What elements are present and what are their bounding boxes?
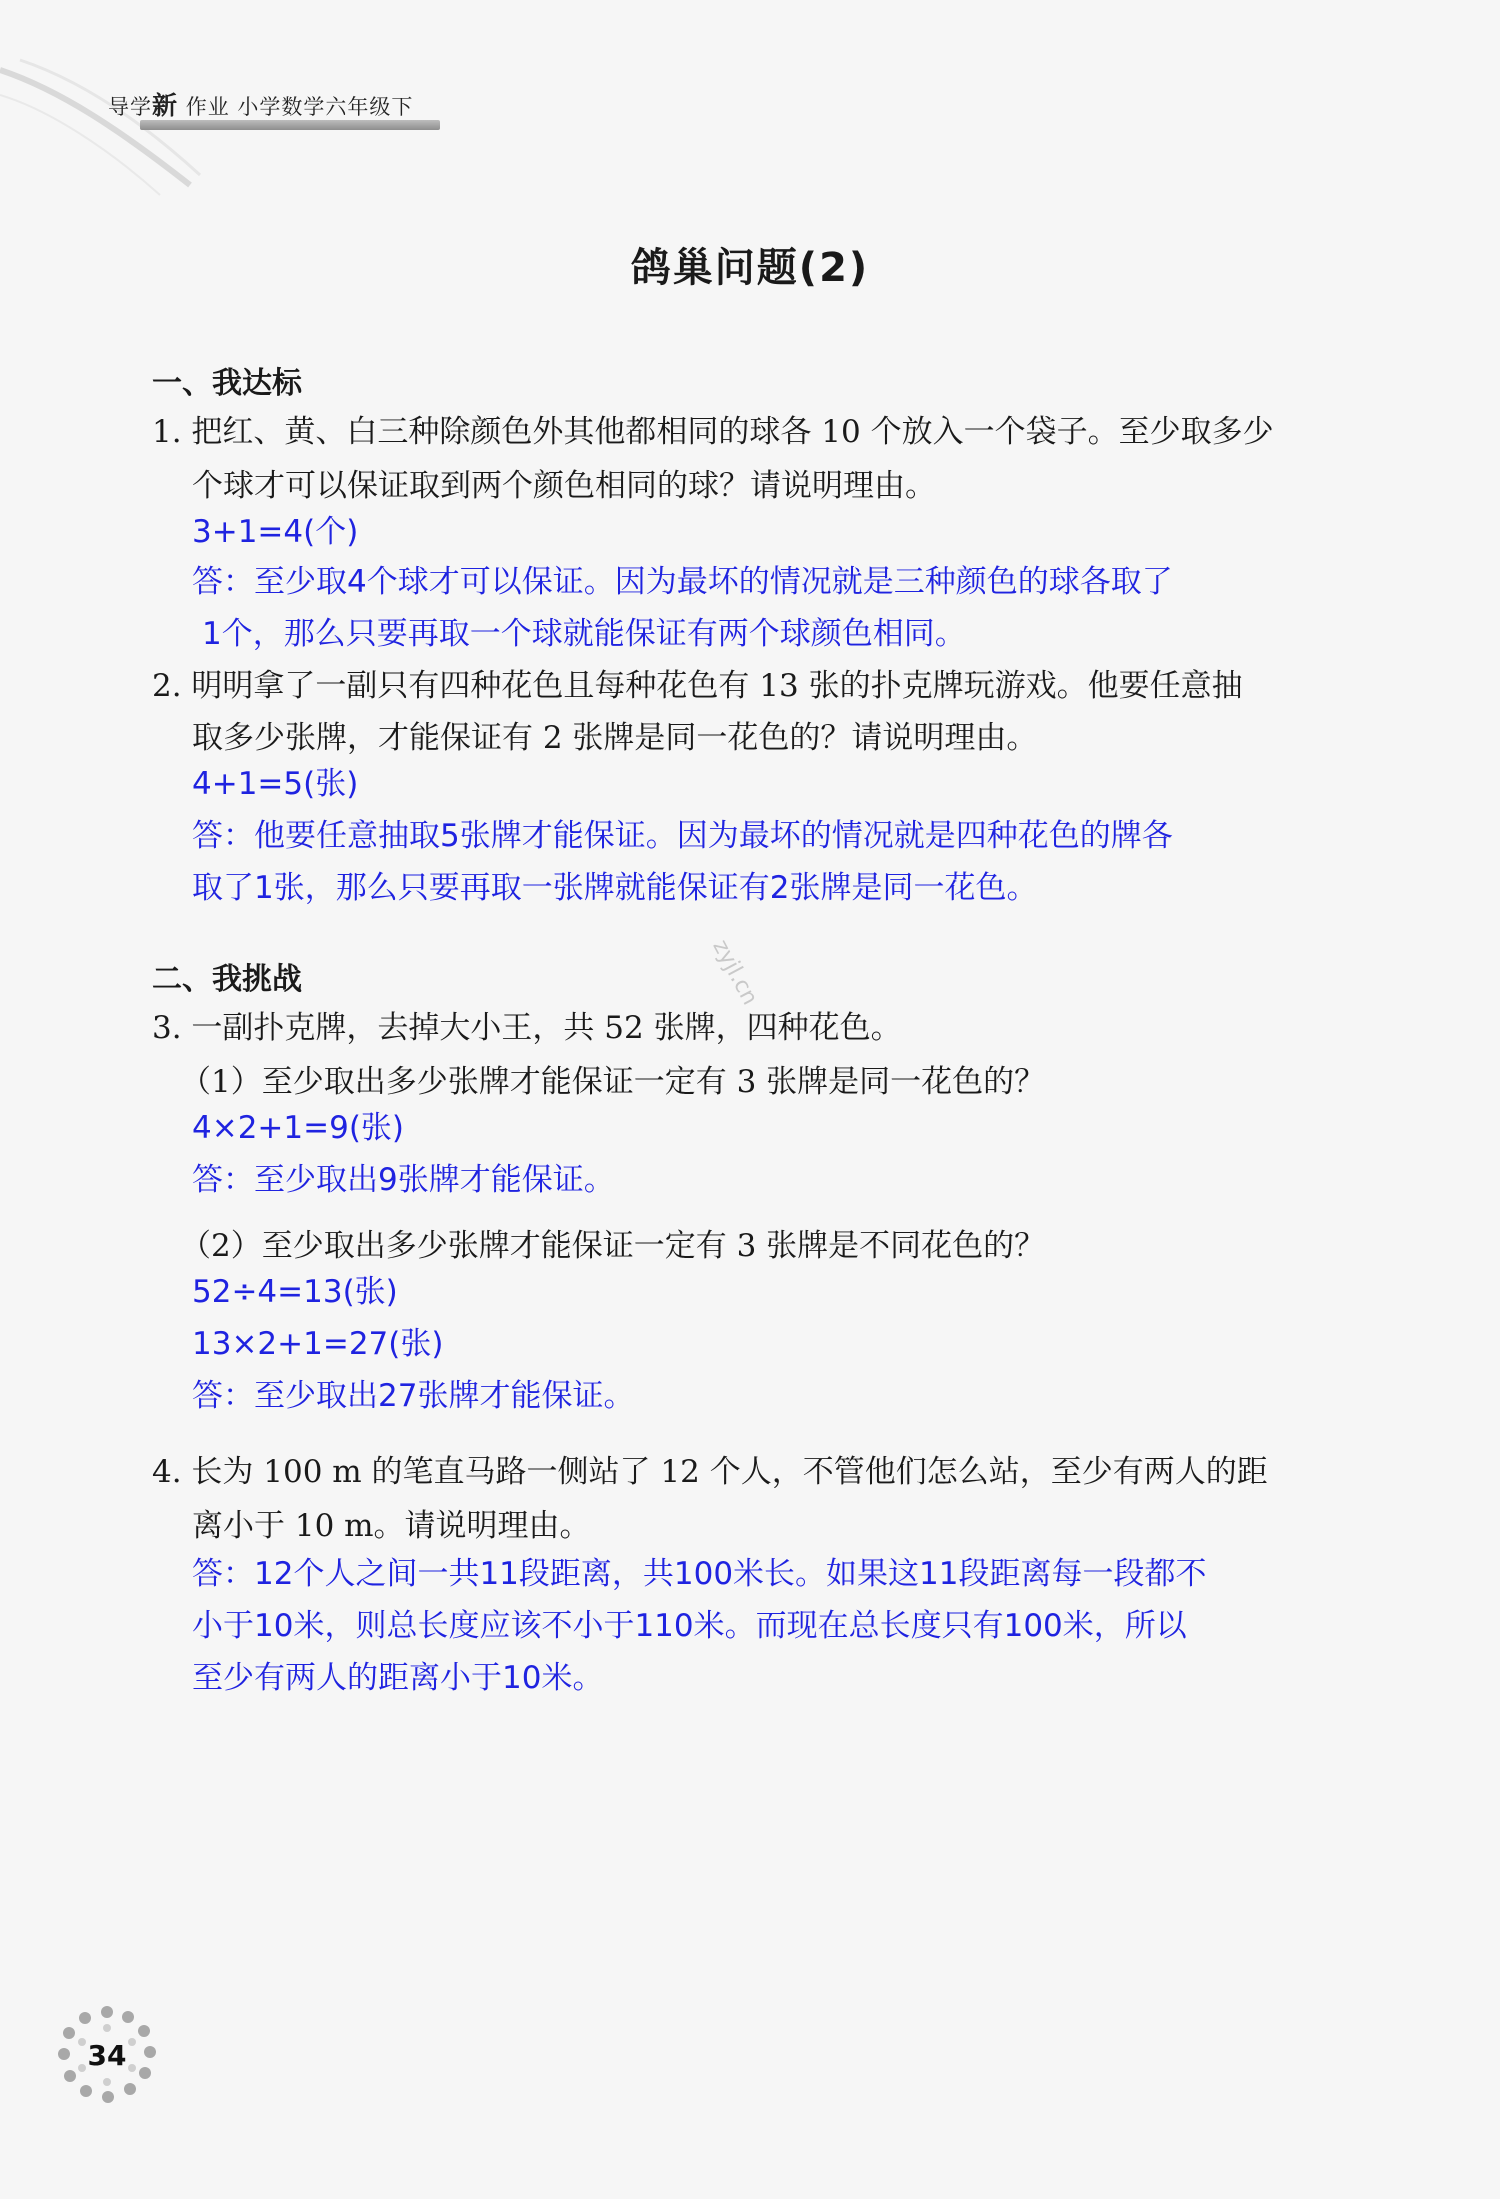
page-number: 34 [87, 2038, 127, 2072]
q1-line2: 个球才可以保证取到两个颜色相同的球？请说明理由。 [192, 468, 936, 504]
q2-answer-line1: 答：他要任意抽取5张牌才能保证。因为最坏的情况就是四种花色的牌各 [192, 818, 1173, 854]
header-brand-new: 新 [152, 91, 179, 120]
q1-line1: 1. 把红、黄、白三种除颜色外其他都相同的球各 10 个放入一个袋子。至少取多少 [152, 414, 1274, 450]
q3-sub2-calc2: 13×2+1=27(张) [192, 1326, 444, 1362]
page-title: 鸽巢问题(2) [630, 245, 870, 291]
q1-answer-line2: 1个，那么只要再取一个球就能保证有两个球颜色相同。 [202, 616, 966, 652]
page-number-badge [52, 2000, 162, 2110]
q4-line1: 4. 长为 100 m 的笔直马路一侧站了 12 个人，不管他们怎么站，至少有两人的距 [152, 1454, 1268, 1490]
watermark: zyjl.cn [707, 935, 763, 1010]
section-heading-2: 二、我挑战 [152, 962, 302, 997]
q3-sub1: （1）至少取出多少张牌才能保证一定有 3 张牌是同一花色的？ [180, 1064, 1046, 1100]
header-rule [140, 120, 440, 130]
q4-line2: 离小于 10 m。请说明理由。 [192, 1508, 591, 1544]
q3-sub2: （2）至少取出多少张牌才能保证一定有 3 张牌是不同花色的？ [180, 1228, 1046, 1264]
q2-answer-line2: 取了1张，那么只要再取一张牌就能保证有2张牌是同一花色。 [192, 870, 1038, 906]
q2-calc: 4+1=5(张) [192, 766, 359, 802]
q4-answer-line3: 至少有两人的距离小于10米。 [192, 1660, 604, 1696]
q3-line1: 3. 一副扑克牌，去掉大小王，共 52 张牌，四种花色。 [152, 1010, 902, 1046]
q1-calc: 3+1=4(个) [192, 514, 359, 550]
q4-answer-line1: 答：12个人之间一共11段距离，共100米长。如果这11段距离每一段都不 [192, 1556, 1207, 1592]
running-header [108, 86, 413, 122]
q3-sub2-answer: 答：至少取出27张牌才能保证。 [192, 1378, 635, 1414]
header-book-title: 作业 小学数学六年级下 [185, 95, 414, 119]
q4-answer-line2: 小于10米，则总长度应该不小于110米。而现在总长度只有100米，所以 [192, 1608, 1187, 1644]
q2-line1: 2. 明明拿了一副只有四种花色且每种花色有 13 张的扑克牌玩游戏。他要任意抽 [152, 668, 1243, 704]
q2-line2: 取多少张牌，才能保证有 2 张牌是同一花色的？请说明理由。 [192, 720, 1038, 756]
q1-answer-line1: 答：至少取4个球才可以保证。因为最坏的情况就是三种颜色的球各取了 [192, 564, 1173, 600]
header-brand: 导学 [108, 95, 152, 119]
q3-sub1-answer: 答：至少取出9张牌才能保证。 [192, 1162, 615, 1198]
q3-sub1-calc: 4×2+1=9(张) [192, 1110, 405, 1146]
q3-sub2-calc1: 52÷4=13(张) [192, 1274, 398, 1310]
section-heading-1: 一、我达标 [152, 366, 302, 401]
